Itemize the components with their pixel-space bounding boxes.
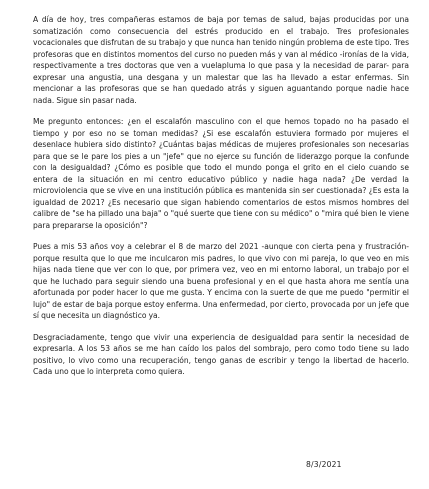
paragraph-1: A día de hoy, tres compañeras estamos de baja por temas de salud, bajas producidas por una somatización como consecuencia del estrés producido en el trabajo. Tres profesionales vocacionales que disfrutan de su trabajo y que nunca han tenido ningún problema de este tipo. Tres profesoras que en distintos momentos del curso no pueden más y van al médico -ironías de la vida, respectivamente a tres doctoras que ven a vuelapluma lo que pasa y la necesidad de parar- para expresar una angustia, una desgana y un malestar que las ha llevado a estar enfermas. Sin mencionar a las profesoras que se han quedado atrás y siguen aguantando porque nadie hace nada. Sigue sin pasar nada. [33, 15, 409, 105]
paragraph-4: Desgraciadamente, tengo que vivir una experiencia de desigualdad para sentir la necesidad de expresarla. A los 53 años se me han caído los palos del sombrajo, pero como todo tiene su lado positivo, lo vivo como una recuperación, tengo ganas de escribir y tengo la libertad de hacerlo. Cada uno que lo interpreta como quiera. [33, 332, 409, 376]
paragraph-3: Pues a mis 53 años voy a celebrar el 8 de marzo del 2021 -aunque con cierta pena y frustración- porque resulta que lo que me inculcaron mis padres, lo que vivo con mi pareja, lo que veo en mis hijas nada tiene que ver con lo que, por primera vez, veo en mi entorno laboral, un trabajo por el que he luchado para seguir siendo una buena profesional y en el que hasta ahora me sentía una afortunada por poder hacer lo que me gusta. Y encima con la suerte de que me puedo "permitir el lujo" de estar de baja porque estoy enferma. Una enfermedad, por cierto, provocada por un jefe que sí que necesita un diagnóstico ya. [33, 242, 409, 320]
paragraph-2: Me pregunto entonces: ¿en el escalafón masculino con el que hemos topado no ha pasado el tiempo y por eso no se toman medidas? ¿Si ese escalafón estuviera formado por mujeres el desenlace hubiera sido distinto? ¿Cuántas bajas médicas de mujeres profesionales son necesarias para que se le pare los pies a un "jefe" que no ejerce su función de liderazgo porque la confunde con la desigualdad? ¿Cómo es posible que todo el mundo ponga el grito en el cielo cuando se entera de la situación en mi centro educativo público y nadie haga nada? ¿De verdad la microviolencia que se vive en una institución pública es mantenida sin ser cuestionada? ¿Es esta la igualdad de 2021? ¿Es necesario que sigan habiendo comentarios de estos mismos hombres del calibre de "se ha pillado una baja" o "qué suerte que tiene con su médico" o "mira qué bien le viene para prepararse la oposición"? [33, 117, 409, 230]
document-body [33, 14, 409, 388]
document-date: 8/3/2021 [306, 460, 342, 469]
